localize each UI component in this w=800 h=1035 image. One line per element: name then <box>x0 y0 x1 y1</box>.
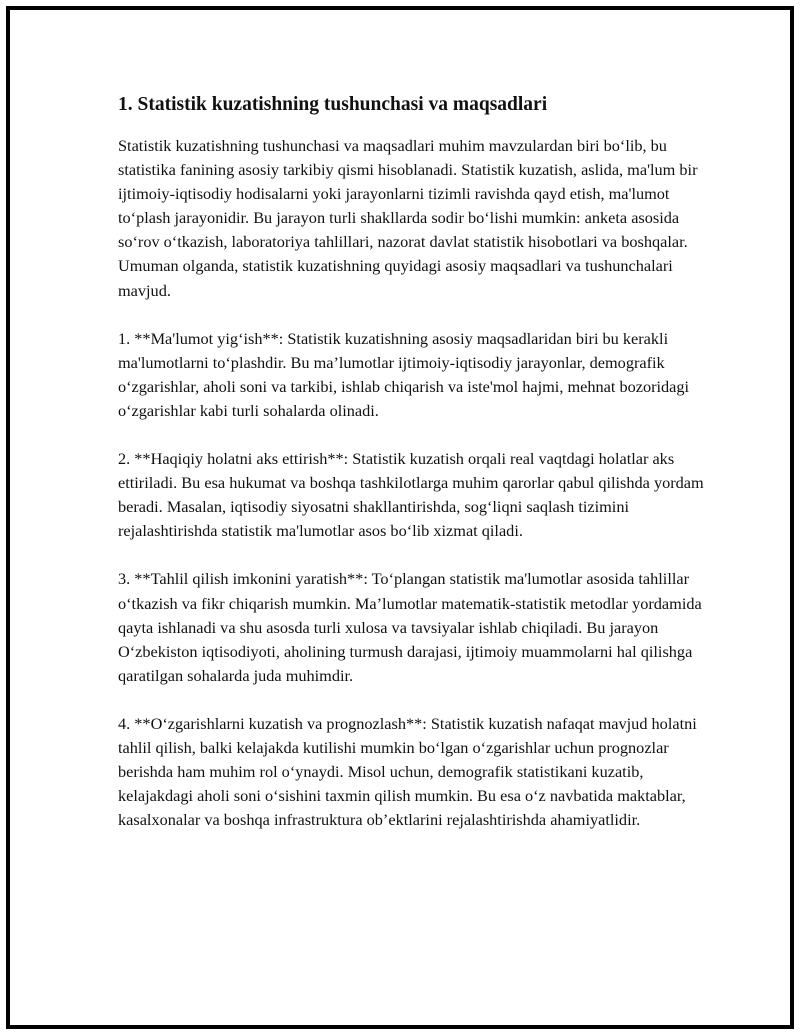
point-1-paragraph: 1. **Ma'lumot yig‘ish**: Statistik kuzatishning asosiy maqsadlaridan biri bu kerakli ma'lumotlarni to‘plashdir. Bu ma’lumotlar ijtimoiy-iqtisodiy jarayonlar, demografik o‘zgarishlar, aholi soni va tarkibi, ishlab chiqarish va iste'mol hajmi, mehnat bozoridagi o‘zgarishlar kabi turli sohalarda olinadi. <box>118 328 690 420</box>
intro-paragraph: Statistik kuzatishning tushunchasi va maqsadlari muhim mavzulardan biri bo‘lib, bu statistika fanining asosiy tarkibiy qismi hisoblanadi. Statistik kuzatish, aslida, ma'lum bir ijtimoiy-iqtisodiy hodisalarni yoki jarayonlarni tizimli ravishda qayd etish, ma'lumot to‘plash jarayonidir. Bu jarayon turli shakllarda sodir bo‘lishi mumkin: anketa asosida so‘rov o‘tkazish, laboratoriya tahlillari, nazorat davlat statistik hisobotlari va boshqalar. Umuman olganda, statistik kuzatishning quyidagi asosiy maqsadlari va tushunchalari mavjud. <box>118 136 698 300</box>
section-title: 1. Statistik kuzatishning tushunchasi va maqsadlari <box>118 94 548 115</box>
point-2-paragraph: 2. **Haqiqiy holatni aks ettirish**: Statistik kuzatish orqali real vaqtdagi holatlar aks ettiriladi. Bu esa hukumat va boshqa tashkilotlarga muhim qarorlar qabul qilishda yordam beradi. Masalan, iqtisodiy siyosatni shakllantirishda, sog‘liqni saqlash tizimini rejalashtirishda statistik ma'lumotlar asos bo‘lib xizmat qiladi. <box>118 449 704 541</box>
point-3-paragraph: 3. **Tahlil qilish imkonini yaratish**: To‘plangan statistik ma'lumotlar asosida tahlillar o‘tkazish va fikr chiqarish mumkin. Ma’lumotlar matematik-statistik metodlar yordamida qayta ishlanadi va shu asosda turli xulosa va tavsiyalar ishlab chiqiladi. Bu jarayon O‘zbekiston iqtisodiyoti, aholining turmush darajasi, ijtimoiy muammolarni hal qilishga qaratilgan sohalarda juda muhimdir. <box>118 569 702 685</box>
document-body <box>118 92 718 856</box>
point-4-paragraph: 4. **O‘zgarishlarni kuzatish va prognozlash**: Statistik kuzatish nafaqat mavjud holatni tahlil qilish, balki kelajakda kutilishi mumkin bo‘lgan o‘zgarishlar uchun prognozlar berishda ham muhim rol o‘ynaydi. Misol uchun, demografik statistikani kuzatib, kelajakdagi aholi soni o‘sishini taxmin qilish mumkin. Bu esa o‘z navbatida maktablar, kasalxonalar va boshqa infrastruktura ob’ektlarini rejalashtirishda ahamiyatlidir. <box>118 713 697 830</box>
